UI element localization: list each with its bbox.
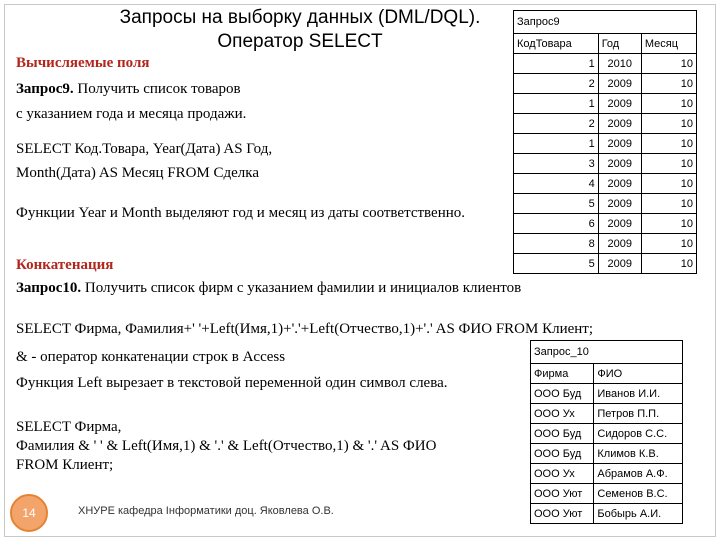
query10-description: [16, 279, 521, 297]
footer-text: ХНУРЕ кафедра Інформатики доц. Яковлева О.В.: [78, 505, 334, 517]
query9-sql-line-1: SELECT Код.Товара, Year(Дата) AS Год,: [16, 141, 273, 157]
access-sql-line-3: FROM Клиент;: [16, 457, 114, 473]
query9-description: [16, 80, 241, 98]
year-month-note: Функции Year и Month выделяют год и месяц из даты соответственно.: [16, 205, 465, 221]
table-row: ООО Буд Климов К.В.: [531, 444, 683, 464]
section-heading-computed-fields: Вычисляемые поля: [16, 55, 150, 71]
query9-label: Запрос9.: [16, 81, 74, 97]
table-row: ООО Ух Абрамов А.Ф.: [531, 464, 683, 484]
title-line-1: Запросы на выборку данных (DML/DQL).: [119, 7, 481, 28]
query10-label: Запрос10.: [16, 280, 82, 296]
table-row: ООО Уют Семенов В.С.: [531, 484, 683, 504]
table-row: 5 2009 10: [514, 194, 697, 214]
column-header: КодТовара: [514, 34, 599, 54]
table-caption: Запрос_10: [531, 341, 683, 364]
column-header: ФИО: [594, 364, 683, 384]
page-number: 14: [22, 506, 36, 520]
table-row: 1 2010 10: [514, 54, 697, 74]
page-number-badge: [10, 494, 48, 532]
table-row: 2 2009 10: [514, 74, 697, 94]
table-row: 3 2009 10: [514, 154, 697, 174]
table-row: 1 2009 10: [514, 94, 697, 114]
left-function-note: Функция Left вырезает в текстовой переменной один символ слева.: [16, 375, 448, 391]
query9-description-2: с указанием года и месяца продажи.: [16, 106, 247, 122]
access-sql-line-2: Фамилия & ' ' & Left(Имя,1) & '.' & Left(Отчество,1) & '.' AS ФИО: [16, 438, 437, 454]
query9-text: Получить список товаров: [73, 81, 241, 97]
access-sql-line-1: SELECT Фирма,: [16, 419, 122, 435]
query9-sql-line-2: Month(Дата) AS Месяц FROM Сделка: [16, 165, 260, 181]
query10-result-table: [530, 340, 683, 524]
table-row: ООО Буд Иванов И.И.: [531, 384, 683, 404]
column-header: Месяц: [641, 34, 696, 54]
query10-sql: SELECT Фирма, Фамилия+' '+Left(Имя,1)+'.'+Left(Отчество,1)+'.' AS ФИО FROM Клиент;: [16, 321, 594, 337]
title-line-2: Оператор SELECT: [217, 31, 383, 52]
slide-title: [80, 6, 520, 54]
table-row: 1 2009 10: [514, 134, 697, 154]
table-row: 8 2009 10: [514, 234, 697, 254]
table-caption: Запрос9: [514, 11, 697, 34]
table-row: ООО Ух Петров П.П.: [531, 404, 683, 424]
column-header: Год: [598, 34, 641, 54]
query10-text: Получить список фирм с указанием фамилии и инициалов клиентов: [81, 280, 522, 296]
section-heading-concatenation: Конкатенация: [16, 257, 114, 273]
table-row: 5 2009 10: [514, 254, 697, 274]
table-row: 2 2009 10: [514, 114, 697, 134]
table-row: 6 2009 10: [514, 214, 697, 234]
table-row: ООО Уют Бобырь А.И.: [531, 504, 683, 524]
table-row: ООО Буд Сидоров С.С.: [531, 424, 683, 444]
column-header: Фирма: [531, 364, 594, 384]
query9-result-table: [513, 10, 697, 274]
concat-operator-note: & - оператор конкатенации строк в Access: [16, 349, 286, 365]
table-row: 4 2009 10: [514, 174, 697, 194]
